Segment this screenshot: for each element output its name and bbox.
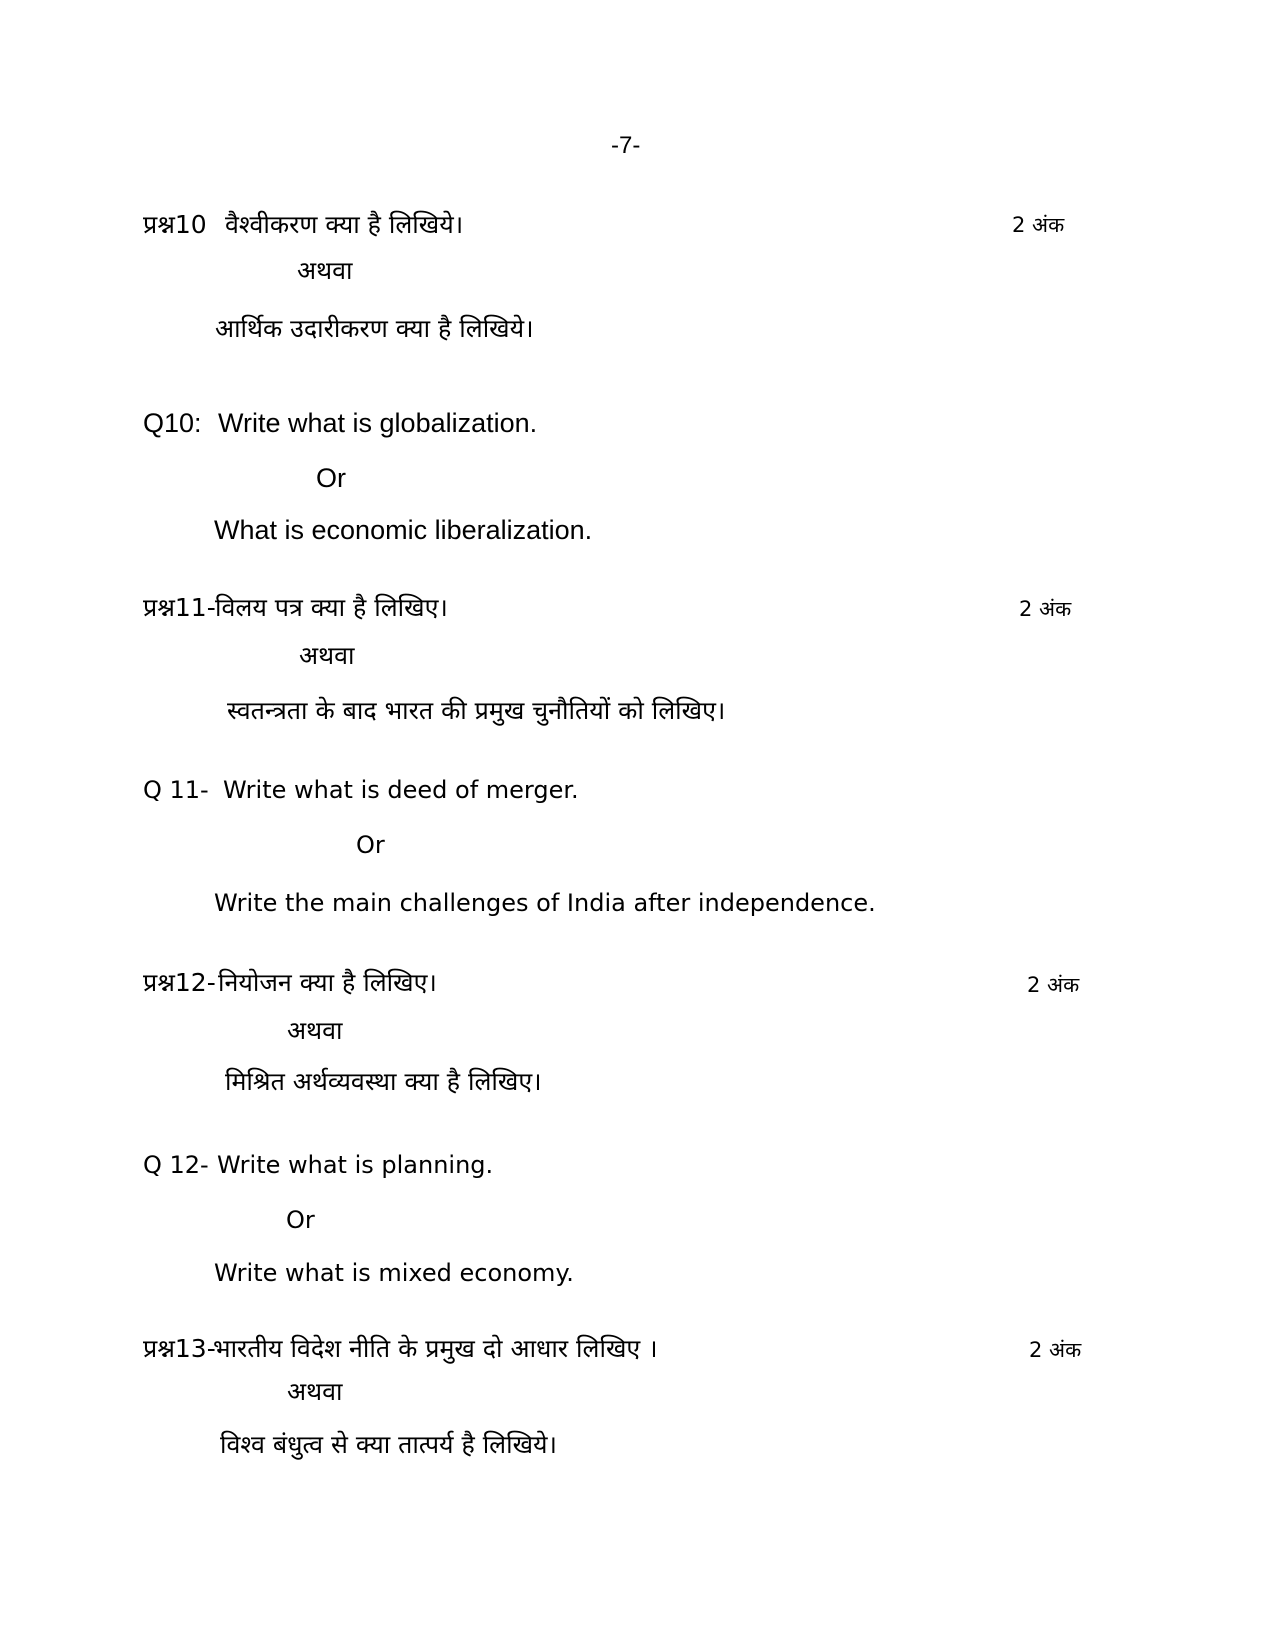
q11-english-or: Or	[356, 831, 385, 859]
q10-hindi-label: प्रश्न10	[143, 210, 207, 239]
q11-marks: 2 अंक	[1019, 597, 1072, 621]
q11-hindi-or: अथवा	[299, 641, 355, 670]
q11-hindi-question: विलय पत्र क्या है लिखिए।	[215, 593, 448, 622]
q12-english-or: Or	[286, 1206, 315, 1234]
q11-english-alternative: Write the main challenges of India after independence.	[214, 889, 876, 917]
q10-english-alternative: What is economic liberalization.	[214, 515, 593, 545]
q10-english-or: Or	[316, 463, 346, 493]
q11-hindi-label: प्रश्न11-	[143, 593, 216, 622]
q12-hindi-question: नियोजन क्या है लिखिए।	[218, 968, 437, 997]
q12-hindi-label: प्रश्न12-	[143, 968, 216, 997]
page-number: -7-	[611, 132, 641, 159]
q10-english-question: Write what is globalization.	[218, 408, 538, 438]
q11-hindi-alternative: स्वतन्त्रता के बाद भारत की प्रमुख चुनौतियों को लिखिए।	[227, 696, 726, 725]
q12-english-alternative: Write what is mixed economy.	[214, 1259, 574, 1287]
q11-english-question: Write what is deed of merger.	[223, 776, 579, 804]
q13-hindi-alternative: विश्व बंधुत्व से क्या तात्पर्य है लिखिये।	[220, 1430, 558, 1459]
q12-hindi-or: अथवा	[287, 1016, 343, 1045]
q12-english-question: Write what is planning.	[217, 1151, 494, 1179]
q13-marks: 2 अंक	[1029, 1338, 1082, 1362]
q10-marks: 2 अंक	[1012, 213, 1065, 237]
q12-english-label: Q 12-	[143, 1151, 209, 1179]
q10-hindi-or: अथवा	[297, 256, 353, 285]
q12-marks: 2 अंक	[1027, 973, 1080, 997]
q11-english-label: Q 11-	[143, 776, 209, 804]
q10-hindi-alternative: आर्थिक उदारीकरण क्या है लिखिये।	[215, 314, 534, 343]
q13-hindi-question: भारतीय विदेश नीति के प्रमुख दो आधार लिखिए ।	[213, 1334, 658, 1363]
q10-hindi-question: वैश्वीकरण क्या है लिखिये।	[225, 210, 464, 239]
q13-hindi-label: प्रश्न13-	[143, 1334, 216, 1363]
q10-english-label: Q10:	[143, 408, 202, 438]
q12-hindi-alternative: मिश्रित अर्थव्यवस्था क्या है लिखिए।	[225, 1067, 542, 1096]
q13-hindi-or: अथवा	[287, 1377, 343, 1406]
